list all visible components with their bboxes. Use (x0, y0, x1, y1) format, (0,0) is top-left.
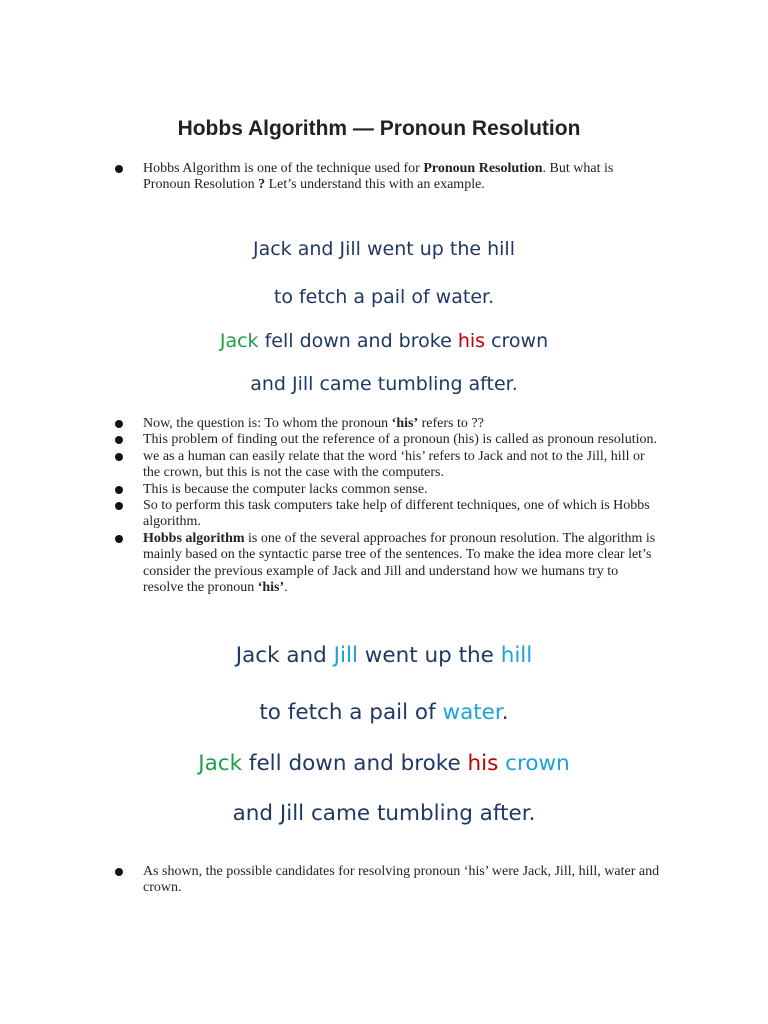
intro-question-mark: ? (258, 177, 269, 193)
poem2-line-4: and Jill came tumbling after. (232, 801, 536, 826)
word-his: his (457, 330, 486, 352)
list-item: As shown, the possible candidates for resolving pronoun ‘his’ were Jack, Jill, hill, water and crown. (115, 864, 660, 897)
list-item: we as a human can easily relate that the word ‘his’ refers to Jack and not to the Jill, hill or the crown, but this is not the case with the computers. (115, 449, 660, 482)
intro-text-1: Hobbs Algorithm is one of the technique used for (143, 161, 424, 176)
intro-bold: Pronoun Resolution (423, 161, 543, 176)
bullet-1-text: Now, the question is: To whom the pronoun (143, 416, 392, 431)
list-item (115, 531, 660, 597)
word-jill: Jill (333, 643, 358, 668)
word-jack: Jack (198, 751, 243, 776)
poem2-line-2 (0, 700, 768, 725)
list-item: So to perform this task computers take help of different techniques, one of which is Hobbs algorithm. (115, 498, 660, 531)
poem2-line-3 (0, 751, 768, 776)
poem1-line-3 (0, 330, 768, 352)
conclusion-list (115, 864, 660, 897)
word-crown: crown (505, 751, 570, 776)
poem2-line-2-a: to fetch a pail of (259, 700, 443, 725)
word-jack: Jack (219, 330, 259, 352)
poem2-line-3-mid: fell down and broke (242, 751, 468, 776)
bullet-6-end: . (284, 580, 288, 596)
intro-list (115, 161, 660, 194)
bullet-6-bold-2: ‘his’ (257, 580, 285, 596)
poem1-line-3-end: crown (485, 330, 549, 352)
list-item: This is because the computer lacks common sense. (115, 482, 660, 498)
intro-text-3: Let’s understand this with an example. (268, 177, 485, 193)
explanation-list (115, 416, 660, 596)
poem2-line-1 (0, 643, 768, 668)
poem1-line-2: to fetch a pail of water. (273, 286, 495, 308)
list-item (115, 416, 660, 432)
word-hill: hill (500, 643, 533, 668)
poem2-line-1-a: Jack and (235, 643, 334, 668)
poem1-line-1: Jack and Jill went up the hill (252, 238, 515, 260)
list-item: This problem of finding out the reference of a pronoun (his) is called as pronoun resolution. (115, 432, 660, 448)
poem2-line-1-b: went up the (357, 643, 501, 668)
poem1-line-3-mid: fell down and broke (258, 330, 458, 352)
bullet-6-bold: Hobbs algorithm (143, 530, 245, 546)
poem1-line-4: and Jill came tumbling after. (250, 373, 518, 395)
bullet-1-bold: ‘his’ (391, 416, 419, 431)
word-his: his (467, 751, 499, 776)
bullet-6-text: is one of the several approaches for pronoun resolution. The algorithm is mainly based on the syntactic parse tree of the sentences. To make the idea more clear let’s consider the previous example of Jack and Jill and understand how we humans try to resolve the pronoun (143, 530, 656, 596)
intro-text-2: . But what is Pronoun Resolution (143, 161, 614, 193)
poem2-line-2-b: . (501, 700, 509, 725)
word-water: water (442, 700, 502, 725)
bullet-1-end: refers to ?? (418, 416, 484, 431)
page-title: Hobbs Algorithm — Pronoun Resolution (177, 117, 581, 140)
list-item (115, 161, 660, 194)
